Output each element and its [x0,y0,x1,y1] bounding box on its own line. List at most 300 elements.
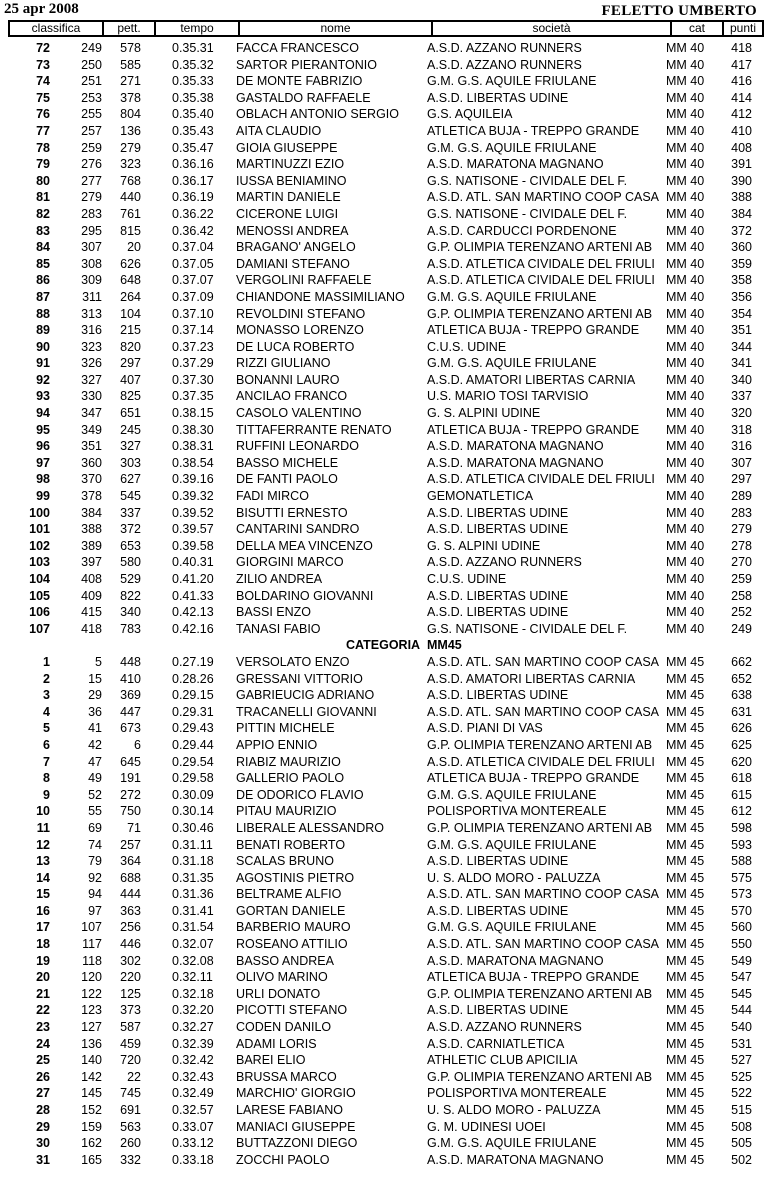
cell-name: BRUSSA MARCO [236,1069,337,1084]
cell-category: MM 40 [666,455,705,470]
cell-category: MM 40 [666,289,705,304]
cell-name: GALLERIO PAOLO [236,771,345,786]
cell-points: 412 [731,107,752,122]
cell-category: MM 40 [666,190,705,205]
cell-points: 570 [731,903,752,918]
cell-points: 341 [731,356,752,371]
cell-club: A.S.D. ATL. SAN MARTINO COOP CASA [427,887,660,902]
cell-time: 0.27.19 [172,654,214,669]
cell-bib: 327 [120,439,141,454]
cell-category: MM 45 [666,986,705,1001]
table-row [0,903,771,920]
cell-bib: 302 [120,953,141,968]
table-row [0,488,771,505]
cell-category: MM 45 [666,1053,705,1068]
cell-club: G. S. ALPINI UDINE [427,538,541,553]
cell-time: 0.29.44 [172,737,214,752]
table-row [0,986,771,1003]
table-row [0,671,771,688]
cell-points: 418 [731,41,752,55]
cell-position: 36 [88,704,102,719]
table-row [0,770,771,787]
cell-bib: 768 [120,173,141,188]
cell-points: 356 [731,289,752,304]
cell-rank: 92 [36,372,50,387]
cell-club: A.S.D. ATLETICA CIVIDALE DEL FRIULI [427,472,655,487]
cell-time: 0.36.17 [172,173,214,188]
cell-rank: 8 [43,771,50,786]
cell-bib: 459 [120,1036,141,1051]
table-row [0,388,771,405]
cell-bib: 340 [120,605,141,620]
cell-rank: 6 [43,737,50,752]
cell-category: MM 40 [666,339,705,354]
cell-time: 0.33.07 [172,1119,214,1134]
cell-rank: 84 [36,240,50,255]
cell-points: 522 [731,1086,752,1101]
cell-name: BONANNI LAURO [236,372,340,387]
cell-position: 360 [81,455,102,470]
cell-category: MM 45 [666,704,705,719]
cell-name: RUFFINI LEONARDO [236,439,359,454]
cell-category: MM 45 [666,771,705,786]
cell-time: 0.39.58 [172,538,214,553]
cell-rank: 87 [36,289,50,304]
cell-club: A.S.D. CARDUCCI PORDENONE [427,223,617,238]
cell-category: MM 40 [666,505,705,520]
cell-club: A.S.D. LIBERTAS UDINE [427,90,569,105]
cell-category: MM 40 [666,406,705,421]
cell-category: MM 45 [666,937,705,952]
cell-position: 162 [81,1136,102,1151]
cell-position: 140 [81,1053,102,1068]
cell-position: 349 [81,422,102,437]
cell-rank: 103 [29,555,50,570]
cell-position: 408 [81,572,102,586]
cell-time: 0.29.54 [172,754,214,769]
col-header-punti: punti [729,21,757,35]
cell-category: MM 40 [666,605,705,620]
cell-club: G.S. NATISONE - CIVIDALE DEL F. [427,206,628,221]
cell-rank: 102 [29,538,50,553]
cell-name: BRAGANO' ANGELO [236,240,356,255]
cell-name: FACCA FRANCESCO [236,41,359,55]
cell-category: MM 45 [666,1086,705,1101]
cell-category: MM 40 [666,223,705,238]
cell-time: 0.39.32 [172,489,214,504]
cell-rank: 96 [36,439,50,454]
cell-points: 316 [731,439,752,454]
cell-points: 662 [731,654,752,669]
cell-bib: 448 [120,654,141,669]
cell-points: 502 [731,1152,752,1167]
cell-bib: 22 [127,1069,141,1084]
col-header-classifica: classifica [10,21,104,36]
cell-club: C.U.S. UDINE [427,339,507,354]
cell-rank: 79 [36,157,50,172]
cell-category: MM 40 [666,240,705,255]
cell-bib: 645 [120,754,141,769]
cell-category: MM 40 [666,389,705,404]
cell-rank: 75 [36,90,50,105]
cell-club: G.P. OLIMPIA TERENZANO ARTENI AB [427,986,653,1001]
cell-bib: 260 [120,1136,141,1151]
cell-name: BUTTAZZONI DIEGO [236,1136,358,1151]
cell-rank: 26 [36,1069,50,1084]
cell-bib: 688 [120,870,141,885]
cell-points: 252 [731,605,752,620]
cell-category: MM 40 [666,555,705,570]
cell-time: 0.42.13 [172,605,214,620]
cell-points: 408 [731,140,752,155]
table-row [0,1036,771,1053]
cell-rank: 18 [36,937,50,952]
cell-club: G.S. NATISONE - CIVIDALE DEL F. [427,173,628,188]
cell-points: 360 [731,240,752,255]
cell-bib: 529 [120,572,141,586]
cell-name: VERGOLINI RAFFAELE [236,273,372,288]
cell-points: 320 [731,406,752,421]
cell-points: 278 [731,538,752,553]
cell-rank: 104 [29,572,50,586]
cell-time: 0.37.30 [172,372,214,387]
cell-time: 0.32.57 [172,1103,214,1117]
cell-category: MM 40 [666,489,705,504]
cell-category: MM 40 [666,74,705,89]
cell-rank: 76 [36,107,50,122]
cell-rank: 29 [36,1119,50,1134]
cell-points: 384 [731,206,752,221]
cell-position: 309 [81,273,102,288]
cell-bib: 303 [120,455,141,470]
cell-points: 258 [731,588,752,603]
cell-points: 359 [731,256,752,271]
cell-bib: 822 [120,588,141,603]
table-row [0,90,771,107]
cell-time: 0.37.04 [172,240,214,255]
cell-club: G.P. OLIMPIA TERENZANO ARTENI AB [427,737,653,752]
cell-rank: 81 [36,190,50,205]
cell-time: 0.33.12 [172,1136,214,1151]
table-row [0,720,771,737]
cell-time: 0.38.30 [172,422,214,437]
cell-club: U.S. MARIO TOSI TARVISIO [427,389,589,404]
cell-club: U. S. ALDO MORO - PALUZZA [427,1103,601,1117]
table-row [0,189,771,206]
cell-name: RIABIZ MAURIZIO [236,754,341,769]
cell-category: MM 40 [666,206,705,221]
cell-position: 122 [81,986,102,1001]
cell-points: 259 [731,572,752,586]
cell-category: MM 40 [666,140,705,155]
table-row [0,754,771,771]
cell-club: A.S.D. LIBERTAS UDINE [427,854,569,869]
cell-name: BARBERIO MAURO [236,920,351,935]
cell-category: MM 45 [666,1136,705,1151]
cell-time: 0.37.35 [172,389,214,404]
cell-bib: 407 [120,372,141,387]
cell-bib: 104 [120,306,141,321]
cell-club: A.S.D. ATL. SAN MARTINO COOP CASA [427,190,660,205]
cell-club: A.S.D. AMATORI LIBERTAS CARNIA [427,372,636,387]
cell-bib: 363 [120,903,141,918]
cell-points: 631 [731,704,752,719]
cell-club: G. M. UDINESI UOEI [427,1119,546,1134]
cell-bib: 691 [120,1103,141,1117]
cell-bib: 825 [120,389,141,404]
cell-position: 123 [81,1003,102,1018]
cell-name: AITA CLAUDIO [236,123,322,138]
cell-rank: 14 [36,870,50,885]
cell-bib: 563 [120,1119,141,1134]
cell-position: 5 [95,654,102,669]
cell-time: 0.30.14 [172,804,214,819]
cell-name: BENATI ROBERTO [236,837,346,852]
cell-time: 0.32.18 [172,986,214,1001]
table-row [0,206,771,223]
cell-rank: 80 [36,173,50,188]
cell-bib: 332 [120,1152,141,1167]
cell-rank: 2 [43,671,50,686]
cell-time: 0.31.11 [172,837,213,852]
cell-bib: 378 [120,90,141,105]
cell-bib: 297 [120,356,141,371]
table-row [0,820,771,837]
cell-rank: 19 [36,953,50,968]
cell-position: 41 [88,721,102,736]
cell-category: MM 45 [666,1069,705,1084]
cell-bib: 446 [120,937,141,952]
cell-club: G.M. G.S. AQUILE FRIULANE [427,356,597,371]
cell-category: MM 45 [666,787,705,802]
cell-category: MM 45 [666,721,705,736]
cell-name: PICOTTI STEFANO [236,1003,348,1018]
cell-name: MENOSSI ANDREA [236,223,349,238]
cell-position: 136 [81,1036,102,1051]
cell-time: 0.41.20 [172,572,214,586]
cell-rank: 107 [29,621,50,636]
cell-name: MARTINUZZI EZIO [236,157,345,172]
cell-position: 55 [88,804,102,819]
cell-name: DE ODORICO FLAVIO [236,787,364,802]
cell-club: A.S.D. LIBERTAS UDINE [427,1003,569,1018]
cell-points: 531 [731,1036,752,1051]
cell-position: 347 [81,406,102,421]
cell-category: MM 45 [666,688,705,703]
cell-position: 117 [82,937,102,952]
cell-points: 573 [731,887,752,902]
cell-name: BASSI ENZO [236,605,312,620]
cell-position: 316 [81,323,102,338]
cell-category: MM 40 [666,621,705,636]
cell-time: 0.31.41 [172,903,214,918]
cell-club: A.S.D. PIANI DI VAS [427,721,543,736]
cell-position: 29 [88,688,102,703]
cell-position: 418 [81,621,102,636]
cell-name: ADAMI LORIS [236,1036,317,1051]
cell-position: 159 [81,1119,102,1134]
cell-points: 270 [731,555,752,570]
cell-bib: 372 [120,522,141,537]
cell-points: 527 [731,1053,752,1068]
table-row [0,969,771,986]
cell-category: MM 45 [666,837,705,852]
cell-bib: 673 [120,721,141,736]
cell-name: OLIVO MARINO [236,970,328,985]
cell-bib: 364 [120,854,141,869]
cell-points: 575 [731,870,752,885]
cell-points: 344 [731,339,752,354]
cell-position: 276 [81,157,102,172]
cell-points: 652 [731,671,752,686]
cell-category: MM 40 [666,522,705,537]
cell-position: 283 [81,206,102,221]
cell-club: A.S.D. AZZANO RUNNERS [427,1020,582,1035]
cell-club: A.S.D. AZZANO RUNNERS [427,41,582,55]
cell-club: A.S.D. AMATORI LIBERTAS CARNIA [427,671,636,686]
cell-position: 415 [81,605,102,620]
cell-points: 390 [731,173,752,188]
table-header [8,20,764,37]
cell-time: 0.30.46 [172,820,214,835]
cell-club: A.S.D. MARATONA MAGNANO [427,157,604,172]
cell-time: 0.37.10 [172,306,214,321]
cell-position: 397 [81,555,102,570]
cell-rank: 22 [36,1003,50,1018]
table-row [0,438,771,455]
cell-position: 94 [88,887,102,902]
cell-position: 107 [81,920,102,935]
cell-rank: 97 [36,455,50,470]
table-row [0,106,771,123]
cell-points: 505 [731,1136,752,1151]
cell-name: BISUTTI ERNESTO [236,505,348,520]
cell-bib: 580 [120,555,141,570]
cell-points: 279 [731,522,752,537]
cell-bib: 447 [120,704,141,719]
cell-bib: 6 [134,737,141,752]
table-row [0,704,771,721]
cell-club: A.S.D. MARATONA MAGNANO [427,439,604,454]
cell-rank: 1 [43,654,50,669]
cell-time: 0.32.43 [172,1069,214,1084]
cell-category: MM 40 [666,256,705,271]
cell-club: A.S.D. ATL. SAN MARTINO COOP CASA [427,654,660,669]
cell-category: MM 45 [666,754,705,769]
cell-time: 0.32.49 [172,1086,214,1101]
category-heading [0,637,771,654]
cell-rank: 4 [43,704,50,719]
table-row [0,554,771,571]
cell-time: 0.38.54 [172,455,214,470]
cell-points: 598 [731,820,752,835]
cell-category: MM 45 [666,1103,705,1117]
cell-rank: 78 [36,140,50,155]
table-row [0,853,771,870]
cell-name: TRACANELLI GIOVANNI [236,704,377,719]
cell-club: A.S.D. LIBERTAS UDINE [427,522,569,537]
cell-time: 0.31.18 [172,854,214,869]
cell-club: A.S.D. ATLETICA CIVIDALE DEL FRIULI [427,273,655,288]
cell-rank: 13 [36,854,50,869]
cell-time: 0.37.14 [172,323,214,338]
table-row [0,355,771,372]
cell-bib: 648 [120,273,141,288]
col-header-pettorale: pett. [104,21,156,36]
cell-position: 69 [88,820,102,835]
cell-rank: 106 [29,605,50,620]
cell-name: GIOIA GIUSEPPE [236,140,338,155]
cell-category: MM 40 [666,57,705,72]
table-row [0,1102,771,1119]
cell-rank: 100 [29,505,50,520]
cell-rank: 11 [36,820,50,835]
cell-position: 327 [81,372,102,387]
cell-bib: 804 [120,107,141,122]
cell-name: IUSSA BENIAMINO [236,173,347,188]
cell-points: 340 [731,372,752,387]
cell-name: MARTIN DANIELE [236,190,341,205]
cell-rank: 101 [29,522,50,537]
cell-position: 52 [88,787,102,802]
cell-points: 620 [731,754,752,769]
cell-bib: 587 [120,1020,141,1035]
cell-time: 0.35.31 [172,41,214,55]
table-row [0,886,771,903]
table-row [0,1119,771,1136]
cell-category: MM 40 [666,306,705,321]
cell-name: GRESSANI VITTORIO [236,671,363,686]
cell-time: 0.32.27 [172,1020,214,1035]
cell-position: 308 [81,256,102,271]
cell-category: MM 40 [666,356,705,371]
race-location: FELETTO UMBERTO [601,3,757,19]
cell-points: 508 [731,1119,752,1134]
cell-rank: 105 [29,588,50,603]
table-row [0,40,771,57]
cell-points: 354 [731,306,752,321]
cell-club: POLISPORTIVA MONTEREALE [427,1086,607,1101]
cell-points: 249 [731,621,752,636]
cell-time: 0.40.31 [172,555,214,570]
cell-club: G.M. G.S. AQUILE FRIULANE [427,787,597,802]
col-header-nome: nome [240,21,433,36]
table-row [0,405,771,422]
table-row [0,687,771,704]
cell-rank: 77 [36,123,50,138]
cell-rank: 9 [43,787,50,802]
cell-bib: 337 [120,505,141,520]
cell-bib: 585 [120,57,141,72]
cell-position: 15 [88,671,102,686]
table-row [0,471,771,488]
cell-club: G.P. OLIMPIA TERENZANO ARTENI AB [427,240,653,255]
table-row [0,1135,771,1152]
cell-name: BASSO MICHELE [236,455,339,470]
table-row [0,1002,771,1019]
cell-points: 307 [731,455,752,470]
table-row [0,372,771,389]
cell-club: G.P. OLIMPIA TERENZANO ARTENI AB [427,820,653,835]
cell-bib: 626 [120,256,141,271]
cell-bib: 323 [120,157,141,172]
cell-rank: 88 [36,306,50,321]
cell-points: 391 [731,157,752,172]
cell-name: CASOLO VALENTINO [236,406,362,421]
cell-bib: 653 [120,538,141,553]
cell-rank: 98 [36,472,50,487]
cell-name: PITAU MAURIZIO [236,804,337,819]
